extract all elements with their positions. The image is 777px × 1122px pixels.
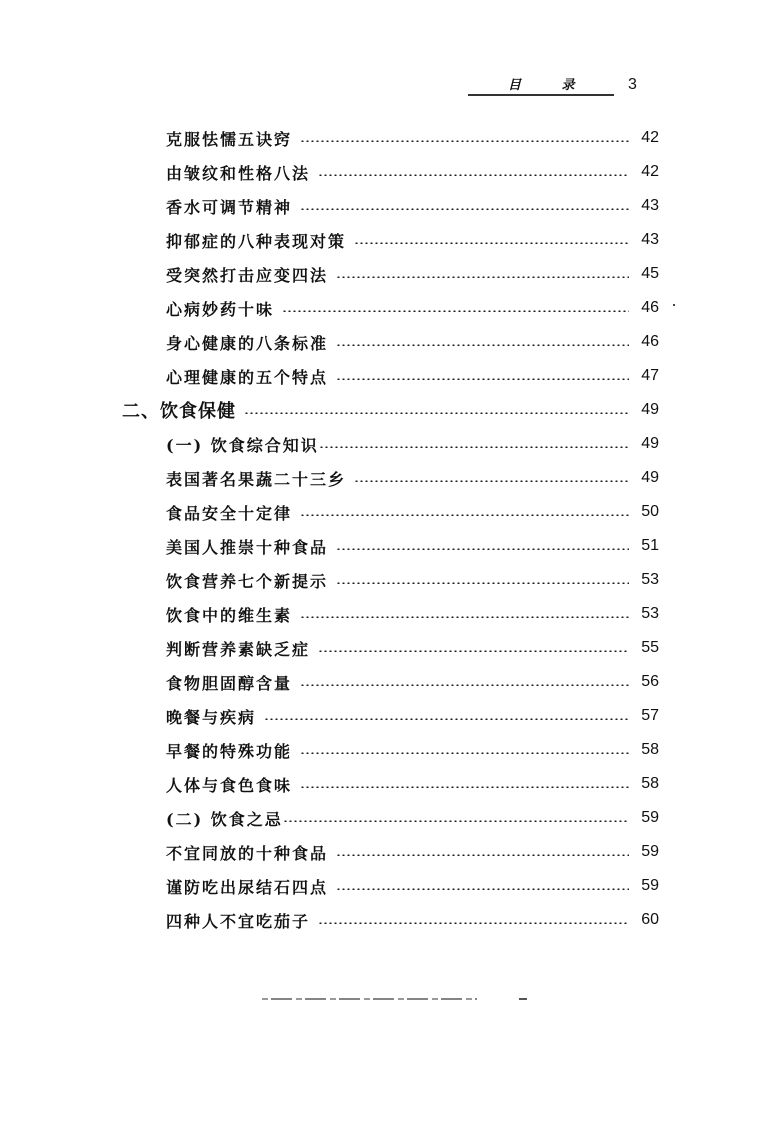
toc-entry (166, 634, 659, 662)
toc-entry (166, 328, 659, 356)
toc-entry (166, 158, 659, 186)
toc-entry-label: 抑郁症的八种表现对策 (166, 231, 347, 251)
toc-entry-page: 43 (641, 231, 659, 248)
toc-entry-label: 美国人推崇十种食品 (166, 537, 329, 557)
dot-leader (318, 174, 629, 176)
dot-leader (300, 514, 629, 516)
toc-entry-label: 谨防吃出尿结石四点 (166, 877, 329, 897)
toc-entry-label: 表国著名果蔬二十三乡 (166, 469, 347, 489)
toc-entry-page: 57 (641, 707, 659, 724)
toc-chapter-entry (122, 396, 659, 424)
dot-leader (336, 582, 629, 584)
toc-entry-page: 49 (641, 469, 659, 486)
toc-entry-page: 42 (641, 163, 659, 180)
dot-leader (300, 752, 629, 754)
dot-leader (336, 888, 629, 890)
toc-entry-label: 心理健康的五个特点 (166, 367, 329, 387)
toc-entry-page: 51 (641, 537, 659, 554)
toc-section-label: (一) 饮食综合知识 (166, 435, 319, 455)
dot-leader (300, 616, 629, 618)
dot-leader (318, 922, 629, 924)
dot-leader (300, 786, 629, 788)
toc-entry (166, 498, 659, 526)
toc-entry-page: 42 (641, 129, 659, 146)
toc-entry (166, 702, 659, 730)
toc-entry-page: 59 (641, 877, 659, 894)
dot-leader (283, 820, 629, 822)
toc-entry-page: 49 (641, 401, 659, 418)
scan-speck (673, 304, 675, 306)
toc-entry-label: 四种人不宜吃茄子 (166, 911, 311, 931)
dot-leader (318, 650, 629, 652)
scan-artifact-line (262, 998, 477, 1000)
toc-entry-label: 香水可调节精神 (166, 197, 293, 217)
toc-entry (166, 872, 659, 900)
dot-leader (300, 208, 629, 210)
toc-entry (166, 362, 659, 390)
toc-entry-page: 59 (641, 843, 659, 860)
toc-entry-label: 受突然打击应变四法 (166, 265, 329, 285)
toc-entry-label: 食品安全十定律 (166, 503, 293, 523)
dot-leader (264, 718, 629, 720)
dot-leader (300, 140, 629, 142)
toc-entry-page: 46 (641, 299, 659, 316)
toc-entry-page: 53 (641, 571, 659, 588)
toc-entry (166, 600, 659, 628)
toc-entry-page: 59 (641, 809, 659, 826)
toc-entry (166, 566, 659, 594)
toc-entry-label: 不宜同放的十种食品 (166, 843, 329, 863)
toc-entry (166, 736, 659, 764)
toc-entry-label: 判断营养素缺乏症 (166, 639, 311, 659)
toc-entry (166, 226, 659, 254)
dot-leader (300, 684, 629, 686)
dot-leader (319, 446, 629, 448)
toc-entry-label: 由皱纹和性格八法 (166, 163, 311, 183)
toc-entry (166, 532, 659, 560)
toc-entry-page: 58 (641, 775, 659, 792)
toc-entry (166, 464, 659, 492)
page-number: 3 (628, 76, 637, 93)
toc-entry (166, 294, 659, 322)
toc-section-label: (二) 饮食之忌 (166, 809, 283, 829)
toc-entry (166, 906, 659, 934)
scan-artifact-dash (519, 998, 527, 1000)
dot-leader (354, 480, 629, 482)
toc-entry-page: 49 (641, 435, 659, 452)
dot-leader (282, 310, 629, 312)
toc-entry-page: 47 (641, 367, 659, 384)
toc-entry (166, 192, 659, 220)
toc-entry-label: 心病妙药十味 (166, 299, 275, 319)
toc-entry-page: 55 (641, 639, 659, 656)
toc-entry-label: 饮食营养七个新提示 (166, 571, 329, 591)
toc-entry-label: 早餐的特殊功能 (166, 741, 293, 761)
toc-entry-label: 晚餐与疾病 (166, 707, 257, 727)
toc-entry-page: 45 (641, 265, 659, 282)
toc-entry-page: 43 (641, 197, 659, 214)
toc-entry-page: 58 (641, 741, 659, 758)
toc-entry-page: 56 (641, 673, 659, 690)
dot-leader (336, 548, 629, 550)
dot-leader (336, 344, 629, 346)
running-header (468, 74, 648, 100)
toc-entry-label: 食物胆固醇含量 (166, 673, 293, 693)
toc-chapter-label: 二、饮食保健 (122, 401, 236, 422)
toc-entry (166, 124, 659, 152)
dot-leader (336, 276, 629, 278)
toc-entry-label: 饮食中的维生素 (166, 605, 293, 625)
dot-leader (354, 242, 629, 244)
toc-entry-label: 克服怯懦五诀窍 (166, 129, 293, 149)
section-title: 目 录 (508, 78, 593, 93)
toc-entry-page: 53 (641, 605, 659, 622)
dot-leader (244, 412, 629, 414)
toc-entry-page: 50 (641, 503, 659, 520)
toc-entry (166, 838, 659, 866)
toc-entry-page: 46 (641, 333, 659, 350)
header-rule (468, 94, 614, 96)
dot-leader (336, 854, 629, 856)
toc-entry-page: 60 (641, 911, 659, 928)
toc-section-entry (166, 430, 659, 458)
dot-leader (336, 378, 629, 380)
toc-entry (166, 668, 659, 696)
toc-section-entry (166, 804, 659, 832)
toc-entry-label: 身心健康的八条标准 (166, 333, 329, 353)
toc-entry-label: 人体与食色食味 (166, 775, 293, 795)
toc-entry (166, 770, 659, 798)
toc-entry (166, 260, 659, 288)
